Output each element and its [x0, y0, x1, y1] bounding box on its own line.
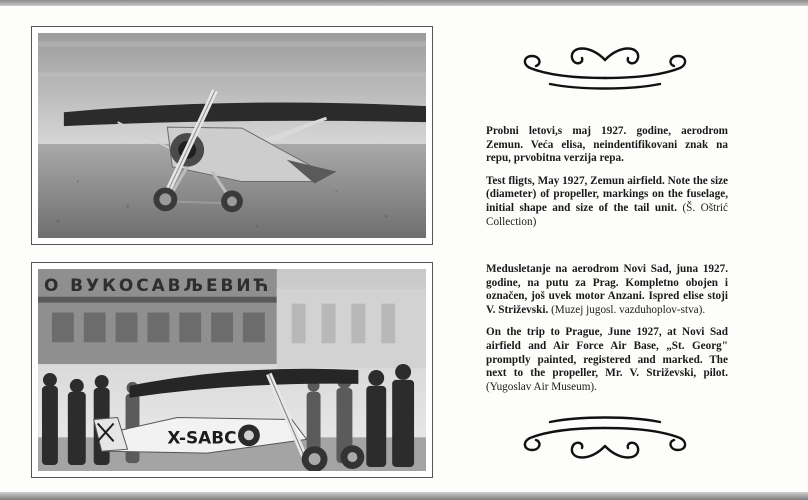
caption-english-novi-sad: On the trip to Prague, June 1927, at Novi Sad airfield and Air Force Air Base, „St. Georg" promptly painted, registered and marked. The next to the propeller, Mr. V. Striževski, pilot.: [486, 326, 728, 380]
hangar-sign: О ВУКОСАВЉЕВИЋ: [43, 274, 272, 295]
aircraft-photo-1: [38, 33, 426, 238]
registration-marking: X-SABC: [167, 427, 237, 448]
page-bottom-edge: [0, 492, 808, 500]
flourish-ornament-icon: [520, 38, 690, 94]
caption-credit-muzej: (Muzej jugosl. vazduhoplov-stva).: [551, 303, 706, 316]
caption-test-flights: [486, 125, 728, 238]
caption-serbian-novi-sad: Medusletanje na aerodrom Novi Sad, juna 1927. godine, na putu za Prag. Kompletno obojen i označen, još uvek motor Anzani. Ispred elise stoji V. Striževski.: [486, 263, 728, 316]
flourish-ornament-icon: [520, 412, 690, 468]
caption-novi-sad: [486, 263, 728, 403]
aircraft-photo-2: [38, 269, 426, 471]
photo-novi-sad-stopover: [31, 262, 433, 478]
caption-serbian-test-flights: Probni letovi,s maj 1927. godine, aerodrom Zemun. Veća elisa, neindentifikovani znak na repu, prvobitna verzija repa.: [486, 125, 728, 165]
caption-credit-ostric: (Š. Oštrić Collection): [486, 201, 728, 228]
caption-english-test-flights: Test fligts, May 1927, Zemun airfield. Note the size (diameter) of propeller, markings on the fuselage, initial shape and size of the tail unit.: [486, 174, 728, 214]
photo-test-flight-zemun: [31, 26, 433, 245]
page-top-edge: [0, 0, 808, 6]
caption-credit-air-museum: (Yugoslav Air Museum).: [486, 380, 597, 393]
